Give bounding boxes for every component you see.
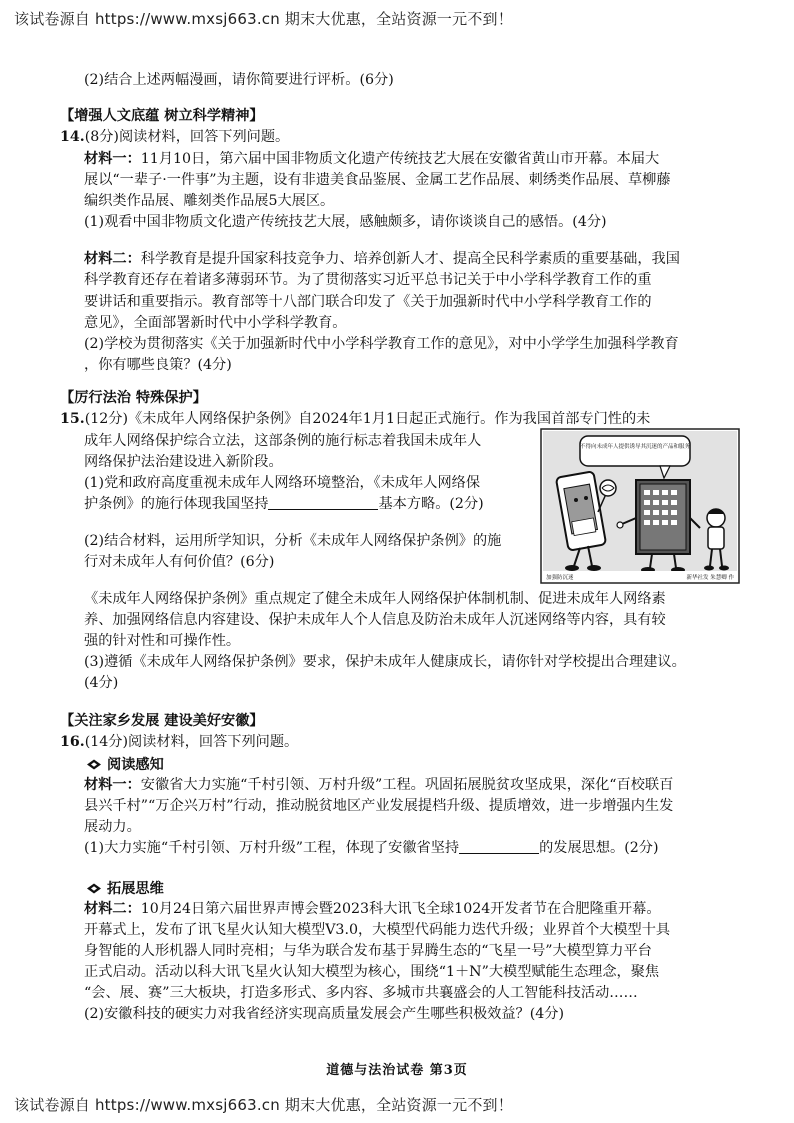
material-line: 正式启动。活动以科大讯飞星火认知大模型为核心，围绕“1＋N”大模型赋能生态理念，聚焦	[84, 964, 660, 980]
page-footer: 道德与法治试卷 第3页	[326, 1063, 468, 1078]
tag-label: 阅读感知	[107, 757, 164, 773]
material-label: 材料二：	[84, 251, 141, 267]
sub-question: (2)安徽科技的硬实力对我省经济实现高质量发展会产生哪些积极效益？(4分)	[84, 1006, 565, 1022]
sub-question: (3)遵循《未成年人网络保护条例》要求，保护未成年人健康成长，请你针对学校提出合理建议。	[84, 654, 686, 670]
watermark-top: 该试卷源自 https://www.mxsj663.cn 期末大优惠，全站资源一元不到！	[14, 10, 513, 28]
answer-blank[interactable]	[459, 839, 539, 854]
material-line: 《未成年人网络保护条例》重点规定了健全未成年人网络保护体制机制、促进未成年人网络素	[84, 591, 666, 607]
material-text: 10月24日第六届世界声博会暨2023科大讯飞全球1024开发者节在合肥隆重开幕。	[140, 901, 661, 917]
sub-question: (2)学校为贯彻落实《关于加强新时代中小学科学教育工作的意见》，对中小学学生加强科学教育	[84, 336, 679, 352]
material-line	[84, 249, 680, 270]
material-text: 科学教育是提升国家科技竞争力、培养创新人才、提高全民科学素质的重要基础，我国	[140, 251, 680, 267]
question-text: (12分)《未成年人网络保护条例》自2024年1月1日起正式施行。作为我国首部专门性的未	[84, 411, 651, 427]
tag-expand	[86, 878, 164, 898]
material-label: 材料二：	[84, 901, 141, 917]
answer-blank[interactable]	[268, 495, 378, 510]
material-line	[84, 149, 659, 170]
material-line: 养、加强网络信息内容建设、保护未成年人个人信息及防治未成年人沉迷网络等内容，具有较	[84, 612, 666, 628]
watermark-bottom: 该试卷源自 https://www.mxsj663.cn 期末大优惠，全站资源一元不到！	[14, 1096, 513, 1114]
sub-question-fill	[84, 494, 484, 515]
material-line: 县兴千村”“万企兴万村”行动，推动脱贫地区产业发展提档升级、提质增效，进一步增强内生发	[84, 798, 674, 814]
material-line	[84, 775, 673, 796]
question-text: 基本方略。(2分)	[378, 496, 484, 512]
material-line: 编织类作品展、雕刻类作品展5大展区。	[84, 193, 335, 209]
cartoon-illustration	[540, 428, 740, 584]
material-line: 展以“一辈子·一件事”为主题，设有非遗美食品鉴展、金属工艺作品展、刺绣类作品展、草柳藤	[84, 172, 671, 188]
material-line: 成年人网络保护综合立法，这部条例的施行标志着我国未成年人	[84, 433, 482, 449]
material-line: 意见》，全面部署新时代中小学科学教育。	[84, 315, 347, 331]
section-header-16: 【关注家乡发展 建设美好安徽】	[60, 713, 264, 729]
material-label: 材料一：	[84, 777, 141, 793]
question-number: 16.	[60, 734, 85, 750]
question-16-intro	[60, 732, 298, 753]
question-text: 护条例》的施行体现我国坚持	[84, 496, 269, 512]
material-line: 网络保护法治建设进入新阶段。	[84, 454, 283, 470]
prev-question: (2)结合上述两幅漫画，请你简要进行评析。(6分)	[84, 72, 394, 88]
cartoon-label-left: 加强防沉迷	[546, 575, 574, 581]
diamond-tag-icon	[86, 883, 102, 894]
material-line: “会、展、赛”三大板块，打造多形式、多内容、多城市共襄盛会的人工智能科技活动……	[84, 985, 638, 1001]
question-number: 15.	[60, 411, 85, 427]
sub-question: ，你有哪些良策？(4分)	[84, 357, 232, 373]
material-label: 材料一：	[84, 151, 141, 167]
material-line: 强的针对性和可操作性。	[84, 633, 241, 649]
question-text: 的发展思想。(2分)	[539, 840, 659, 856]
question-text: (14分)阅读材料，回答下列问题。	[84, 734, 299, 750]
material-line: 展动力。	[84, 819, 141, 835]
sub-question: (1)观看中国非物质文化遗产传统技艺大展，感触颇多，请你谈谈自己的感悟。(4分)	[84, 214, 607, 230]
sub-question: (2)结合材料，运用所学知识，分析《未成年人网络保护条例》的施	[84, 533, 502, 549]
section-header-14: 【增强人文底蕴 树立科学精神】	[60, 108, 264, 124]
material-line: 开幕式上，发布了讯飞星火认知大模型V3.0，大模型代码能力迭代升级；业界首个大模型十具	[84, 922, 671, 938]
tag-reading	[86, 754, 164, 774]
question-14-intro	[60, 127, 289, 148]
section-header-15: 【厉行法治 特殊保护】	[60, 390, 207, 406]
cartoon-caption: 不得向未成年人提供诱导其沉迷的产品和服务	[579, 444, 691, 450]
tag-label: 拓展思维	[107, 881, 164, 897]
question-number: 14.	[60, 129, 85, 145]
sub-question: (1)党和政府高度重视未成年人网络环境整治，《未成年人网络保	[84, 475, 481, 491]
material-line	[84, 899, 661, 920]
material-line: 要讲话和重要指示。教育部等十八部门联合印发了《关于加强新时代中小学科学教育工作的	[84, 294, 652, 310]
sub-question: (4分)	[84, 675, 119, 691]
material-line: 科学教育还存在着诸多薄弱环节。为了贯彻落实习近平总书记关于中小学科学教育工作的重	[84, 272, 652, 288]
material-line: 身智能的人形机器人同时亮相；与华为联合发布基于昇腾生态的“飞星一号”大模型算力平台	[84, 943, 652, 959]
cartoon-credit: 新华社发 朱慧卿 作	[686, 575, 734, 581]
sub-question: 行对未成年人有何价值？(6分)	[84, 554, 275, 570]
question-text: (8分)阅读材料，回答下列问题。	[84, 129, 290, 145]
material-text: 11月10日，第六届中国非物质文化遗产传统技艺大展在安徽省黄山市开幕。本届大	[140, 151, 660, 167]
material-text: 安徽省大力实施“千村引领、万村升级”工程。巩固拓展脱贫攻坚成果，深化“百校联百	[140, 777, 674, 793]
question-text: (1)大力实施“千村引领、万村升级”工程，体现了安徽省坚持	[84, 840, 460, 856]
sub-question-fill	[84, 838, 659, 859]
diamond-tag-icon	[86, 759, 102, 770]
